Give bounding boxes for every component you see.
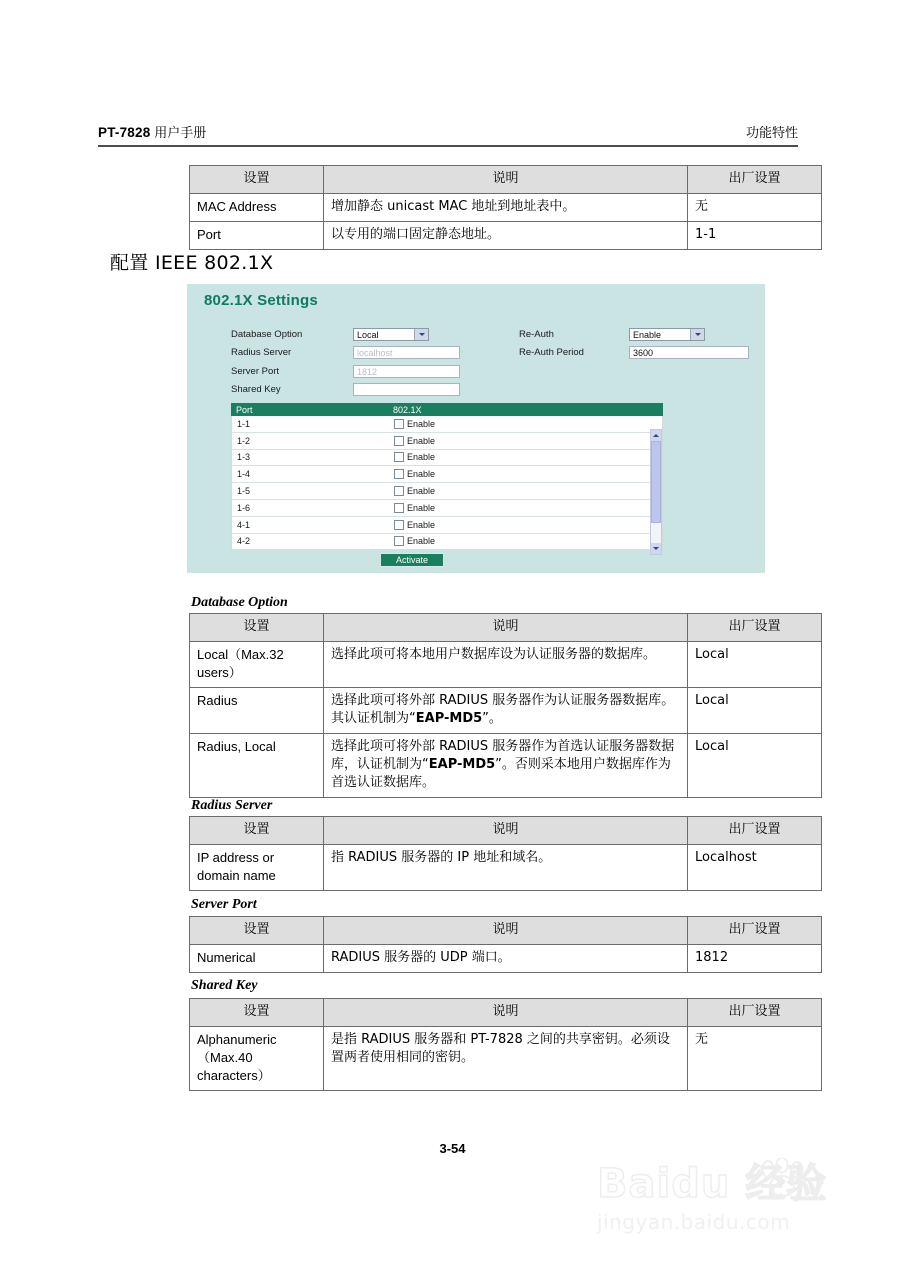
column-header-factory: 出厂设置 <box>688 166 822 194</box>
cell-description <box>324 733 688 797</box>
cell-setting: Radius <box>190 687 324 733</box>
body-text: 选择此项可将外部 RADIUS 服务器作为认证服务器数据库。其认证机制为“ <box>331 692 675 726</box>
header-chapter-label: 功能特性 <box>745 126 798 141</box>
ui-select-value: Enable <box>633 329 662 340</box>
ui-enable-label: Enable <box>407 469 436 480</box>
table-header-row <box>190 917 822 945</box>
column-header-factory: 出厂设置 <box>688 817 822 845</box>
ui-form-row <box>231 362 460 381</box>
section-caption: Server Port <box>191 897 257 912</box>
column-header-setting: 设置 <box>190 166 324 194</box>
cell-description <box>324 1026 688 1090</box>
ui-enable-label: Enable <box>407 486 436 497</box>
ui-enable-checkbox[interactable] <box>394 536 404 546</box>
column-header-description: 说明 <box>324 999 688 1027</box>
section-caption: Shared Key <box>191 978 258 993</box>
cell-factory: 1812 <box>688 944 822 972</box>
section-caption: Radius Server <box>191 798 273 813</box>
ui-port-enable-cell <box>392 469 662 479</box>
table-header-row <box>190 817 822 845</box>
section-table <box>189 916 822 973</box>
cell-description: 增加静态 unicast MAC 地址到地址表中。 <box>324 193 688 221</box>
ui-port-name: 1-6 <box>237 502 251 513</box>
cell-description <box>324 687 688 733</box>
ui-enable-label: Enable <box>407 418 436 429</box>
ui-enable-label: Enable <box>407 452 436 463</box>
ui-port-enable-cell <box>392 520 662 530</box>
ui-enable-checkbox[interactable] <box>394 503 404 513</box>
body-text: RADIUS 服务器的 UDP 端口。 <box>331 949 511 965</box>
ui-field-label: Re-Auth <box>519 328 554 340</box>
ui-field-label: Database Option <box>231 328 303 340</box>
ui-port-name: 1-4 <box>237 469 251 480</box>
header-divider <box>98 145 798 147</box>
cell-description <box>324 944 688 972</box>
section-table <box>189 816 822 891</box>
ui-form-left-column <box>231 325 460 399</box>
cell-setting: Port <box>190 221 324 249</box>
emphasis-text: EAP-MD5 <box>428 756 496 772</box>
ui-input-radius-server[interactable]: localhost <box>353 346 460 359</box>
ui-input-shared-key[interactable] <box>353 383 460 396</box>
emphasis-text: EAP-MD5 <box>415 710 483 726</box>
ui-port-enable-cell <box>392 536 662 546</box>
column-header-setting: 设置 <box>190 614 324 642</box>
body-text: ”。否则采本地用户数据库作为首选认证数据库。 <box>331 756 671 790</box>
cell-factory: 无 <box>688 193 822 221</box>
table-header-row <box>190 166 822 194</box>
header-left <box>98 122 206 141</box>
ui-select-re-auth[interactable] <box>629 328 705 341</box>
body-text: ”。 <box>482 710 502 726</box>
table-row <box>190 221 822 249</box>
ui-port-name: 1-1 <box>237 418 251 429</box>
body-text: 选择此项可将本地用户数据库设为认证服务器的数据库。 <box>331 646 657 662</box>
ui-port-row <box>232 450 662 467</box>
column-header-description: 说明 <box>324 917 688 945</box>
ui-enable-label: Enable <box>407 519 436 530</box>
column-header-description: 说明 <box>324 817 688 845</box>
column-header-description: 说明 <box>324 166 688 194</box>
header-model: PT-7828 <box>98 125 151 140</box>
table-row <box>190 1026 822 1090</box>
ui-enable-checkbox[interactable] <box>394 469 404 479</box>
ui-enable-label: Enable <box>407 435 436 446</box>
ieee-8021x-settings-screenshot <box>187 284 765 573</box>
ui-field-label: Shared Key <box>231 384 281 396</box>
activate-button[interactable]: Activate <box>380 553 444 567</box>
table-header-row <box>190 614 822 642</box>
ui-form-row <box>519 325 749 344</box>
cell-setting: Radius, Local <box>190 733 324 797</box>
ui-field-label: Radius Server <box>231 347 292 359</box>
ui-port-enable-cell <box>392 452 662 462</box>
scroll-up-arrow-icon[interactable] <box>651 430 661 441</box>
column-header-factory: 出厂设置 <box>688 917 822 945</box>
ui-enable-checkbox[interactable] <box>394 520 404 530</box>
ui-port-name: 1-3 <box>237 452 251 463</box>
table-header-row <box>190 999 822 1027</box>
ui-port-name: 1-5 <box>237 486 251 497</box>
header-manual-label: 用户手册 <box>154 126 207 141</box>
scroll-down-arrow-icon[interactable] <box>651 543 661 554</box>
ui-port-column-header: Port <box>236 404 253 415</box>
cell-factory: Local <box>688 641 822 687</box>
ui-port-enable-cell <box>392 503 662 513</box>
table-row <box>190 193 822 221</box>
column-header-factory: 出厂设置 <box>688 999 822 1027</box>
section-table <box>189 998 822 1091</box>
page-header <box>98 122 798 141</box>
ui-field-label: Re-Auth Period <box>519 347 584 359</box>
ui-form-row <box>231 381 460 400</box>
cell-factory: 1-1 <box>688 221 822 249</box>
ui-enable-checkbox[interactable] <box>394 436 404 446</box>
column-header-setting: 设置 <box>190 817 324 845</box>
ui-port-8021x-table <box>231 403 663 550</box>
cell-description <box>324 844 688 890</box>
ui-enable-label: Enable <box>407 536 436 547</box>
ui-enable-checkbox[interactable] <box>394 452 404 462</box>
ui-field-label: Server Port <box>231 365 280 377</box>
chevron-down-icon[interactable] <box>690 329 704 340</box>
table-row <box>190 733 822 797</box>
ui-port-row <box>232 500 662 517</box>
ui-enable-label: Enable <box>407 502 436 513</box>
baidu-watermark <box>597 1160 887 1245</box>
ui-input-server-port[interactable]: 1812 <box>353 365 460 378</box>
cell-setting: Alphanumeric（Max.40 characters） <box>190 1026 324 1090</box>
ui-port-table-header <box>231 403 663 416</box>
cell-setting: MAC Address <box>190 193 324 221</box>
ui-select-value: Local <box>357 329 379 340</box>
cell-setting: Numerical <box>190 944 324 972</box>
ui-form-row <box>231 344 460 363</box>
ui-port-name: 4-2 <box>237 536 251 547</box>
column-header-setting: 设置 <box>190 999 324 1027</box>
page-section-heading: 配置 IEEE 802.1X <box>110 252 274 274</box>
ui-select-database-option[interactable] <box>353 328 429 341</box>
column-header-setting: 设置 <box>190 917 324 945</box>
body-text: 指 RADIUS 服务器的 IP 地址和域名。 <box>331 849 552 865</box>
ui-form-right-column <box>519 325 749 362</box>
column-header-factory: 出厂设置 <box>688 614 822 642</box>
page-number: 3-54 <box>439 1141 466 1156</box>
ui-port-table-scrollbar[interactable] <box>650 429 662 555</box>
cell-factory: Localhost <box>688 844 822 890</box>
ui-port-enable-cell <box>392 419 662 429</box>
watermark-main-text: Baidu 经验 <box>597 1161 828 1207</box>
cell-factory: Local <box>688 733 822 797</box>
ui-port-row <box>232 534 662 551</box>
section-table <box>189 613 822 798</box>
ui-enable-checkbox[interactable] <box>394 419 404 429</box>
watermark-sub-text: jingyan.baidu.com <box>597 1210 791 1234</box>
table-row <box>190 687 822 733</box>
ui-port-row <box>232 483 662 500</box>
body-text: 选择此项可将外部 RADIUS 服务器作为首选认证服务器数据库，认证机制为“ <box>331 738 675 772</box>
ui-port-row <box>232 517 662 534</box>
cell-factory: 无 <box>688 1026 822 1090</box>
chevron-down-icon[interactable] <box>414 329 428 340</box>
ui-port-table-body <box>231 416 663 550</box>
section-caption: Database Option <box>191 595 288 610</box>
ui-input-re-auth-period[interactable]: 3600 <box>629 346 749 359</box>
ui-port-name: 4-1 <box>237 519 251 530</box>
ui-panel-title: 802.1X Settings <box>204 292 318 309</box>
table-row <box>190 641 822 687</box>
ui-form-row <box>519 344 749 363</box>
column-header-description: 说明 <box>324 614 688 642</box>
ui-port-row <box>232 466 662 483</box>
ui-enable-checkbox[interactable] <box>394 486 404 496</box>
scrollbar-thumb[interactable] <box>651 441 661 523</box>
ui-port-row <box>232 416 662 433</box>
ui-port-enable-cell <box>392 486 662 496</box>
cell-setting: IP address or domain name <box>190 844 324 890</box>
ui-port-name: 1-2 <box>237 435 251 446</box>
ui-port-row <box>232 433 662 450</box>
cell-description <box>324 641 688 687</box>
table-row <box>190 944 822 972</box>
ui-port-enable-cell <box>392 436 662 446</box>
cell-description: 以专用的端口固定静态地址。 <box>324 221 688 249</box>
baidu-paw-icon <box>757 1158 809 1198</box>
body-text: 是指 RADIUS 服务器和 PT-7828 之间的共享密钥。必须设置两者使用相同的密钥。 <box>331 1031 670 1065</box>
ui-8021x-column-header: 802.1X <box>393 404 422 415</box>
cell-setting: Local（Max.32 users） <box>190 641 324 687</box>
cell-factory: Local <box>688 687 822 733</box>
mac-address-settings-table <box>189 165 822 250</box>
ui-form-row <box>231 325 460 344</box>
table-row <box>190 844 822 890</box>
